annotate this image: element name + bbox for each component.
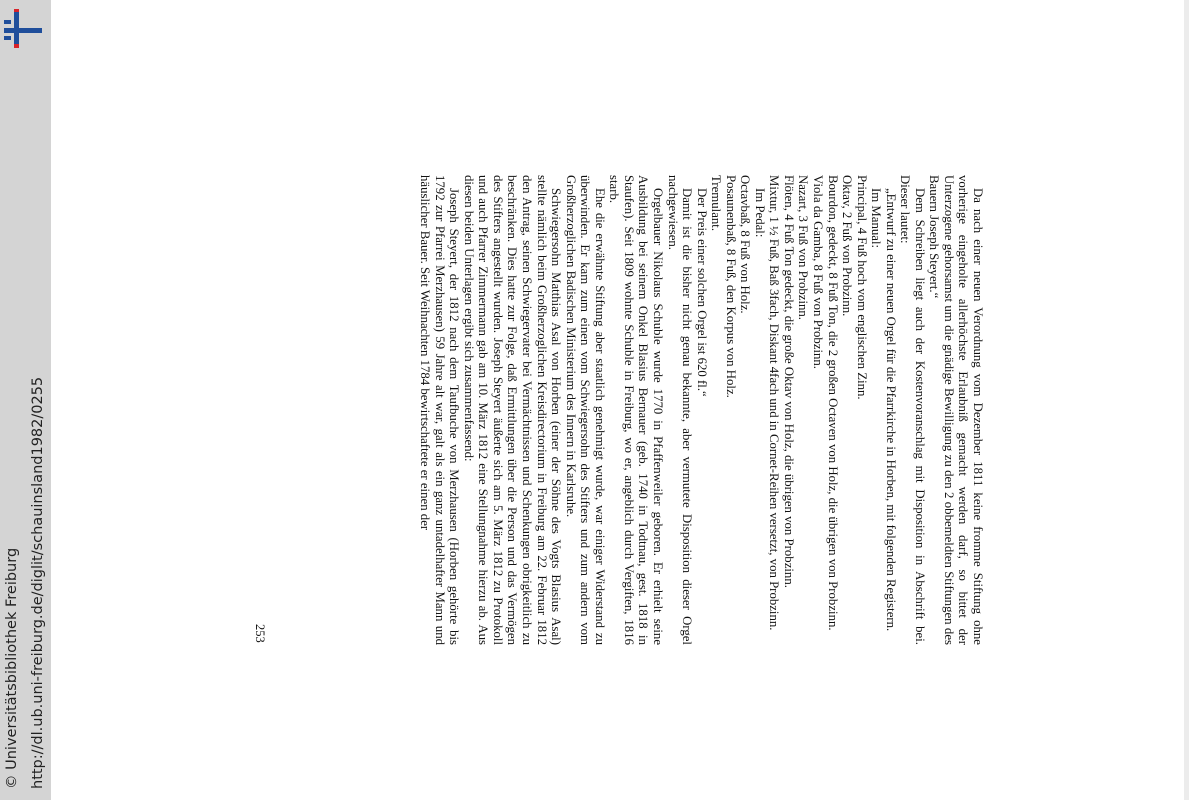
copyright-notice: © Universitätsbibliothek Freiburg	[4, 547, 20, 789]
body-paragraph: Oktav, 2 Fuß von Probzinn.	[840, 175, 855, 317]
body-paragraph: Im Manual:	[869, 188, 884, 249]
scrollbar-track[interactable]	[1184, 0, 1189, 800]
body-paragraph: Der Preis einer solchen Orgel ist 620 fl.“	[694, 188, 709, 397]
body-paragraph: Damit ist die bisher nicht genau bekannte, aber vermutete Disposition dieser Orgel nachgewiesen.	[665, 175, 695, 645]
body-paragraph: Schwiegersohn Matthias Asal von Horben (einer der Söhne des Vogts Blasius Asal) stellte nämlich beim Großherzoglichen Kreisdirectorium in Freiburg am 22. Februar 1812 den Antrag, seinen Schwiegervater bei Vermächtnissen und Schenkungen obrigkeitlich zu beschränken. Dies hatte zur Folge, daß Ermittlungen über die Person und das Vermögen des Stifters angestellt wurden. Joseph Steyert äußerte sich am 5. März 1812 zu Protokoll und auch Pfarrer Zimmermann gab am 10. März 1812 eine Stellungnahme hierzu ab. Aus diesen beiden Unterlagen ergibt sich zusammenfassend:	[461, 175, 564, 645]
body-paragraph: Im Pedal:	[752, 188, 767, 238]
ub-freiburg-logo-icon[interactable]	[2, 8, 44, 50]
body-paragraph: Orgelbauer Nikolaus Schuble wurde 1770 in Pfaffenweiler geboren. Er erhielt seine Ausbildung bei seinem Onkel Blasius Bernauer (geb. 1740 in Todtnau, gest. 1818 in Staufen). Seit 1809 wohnte Schuble in Freiburg, wo er, angeblich durch Vergiften, 1816 starb.	[607, 175, 665, 645]
body-paragraph: Da nach einer neuen Verordnung vom Dezember 1811 keine fromme Stiftung ohne vorherige eingeholte allerhöchste Erlaubniß gemacht werden darf, so bittet der Unterzogene gehorsamst um die gnädige Bewilligung zu den 2 obbemeldten Stiftungen des Bauern Joseph Steyert.“	[927, 175, 985, 645]
scanned-page	[253, 175, 985, 645]
body-paragraph: Tremulant.	[709, 175, 724, 232]
body-paragraph: Bourdon, gedeckt, 8 Fuß Ton, die 2 großen Octaven von Holz, die übrigen von Probzinn.	[825, 175, 840, 631]
body-paragraph: Viola da Gamba, 8 Fuß von Probzinn.	[810, 175, 825, 370]
page-number: 253	[253, 624, 267, 643]
viewer-sidebar	[0, 0, 51, 800]
body-paragraph: Nazart, 3 Fuß von Probzinn.	[796, 175, 811, 321]
source-url-link[interactable]: http://dl.ub.uni-freiburg.de/diglit/schauinsland1982/0255	[30, 376, 46, 789]
body-paragraph: Mixtur, 1 ½ Fuß, Baß 3fach, Diskant 4fach und in Cornet-Reihen versetzt, von Probzinn.	[767, 175, 782, 631]
body-paragraph: Posaunenbaß, 8 Fuß, den Korpus von Holz.	[723, 175, 738, 398]
body-paragraph: Octavbaß, 8 Fuß von Holz.	[738, 175, 753, 314]
body-paragraph: Flöten, 4 Fuß Ton gedeckt, die große Oktav von Holz, die übrigen von Probzinn.	[781, 175, 796, 588]
body-paragraph: Dem Schreiben liegt auch der Kostenvoranschlag mit Disposition in Abschrift bei. Dieser lautet:	[898, 175, 927, 645]
page-body-text	[418, 175, 985, 645]
body-paragraph: Joseph Steyert, der 1812 nach dem Taufbuche von Merzhausen (Horben gehörte bis 1792 zur Pfarrei Merzhausen) 59 Jahre alt war, galt als ein ganz untadelhafter Mann und häuslicher Bauer. Seit Weihnachten 1784 bewirtschaftete er einen der	[418, 175, 462, 645]
body-paragraph: „Entwurf zu einer neuen Orgel für die Pfarrkirche in Horben, mit folgenden Registern.	[883, 188, 898, 632]
body-paragraph: Principal, 4 Fuß hoch vom englischen Zinn.	[854, 175, 869, 400]
body-paragraph: Ehe die erwähnte Stiftung aber staatlich genehmigt wurde, war einiger Widerstand zu überwinden. Er kam zum einen vom Schwiegersohn des Stifters und zum andern vom Großherzoglichen Badischen Ministerium des Innern in Karlsruhe.	[563, 175, 607, 645]
